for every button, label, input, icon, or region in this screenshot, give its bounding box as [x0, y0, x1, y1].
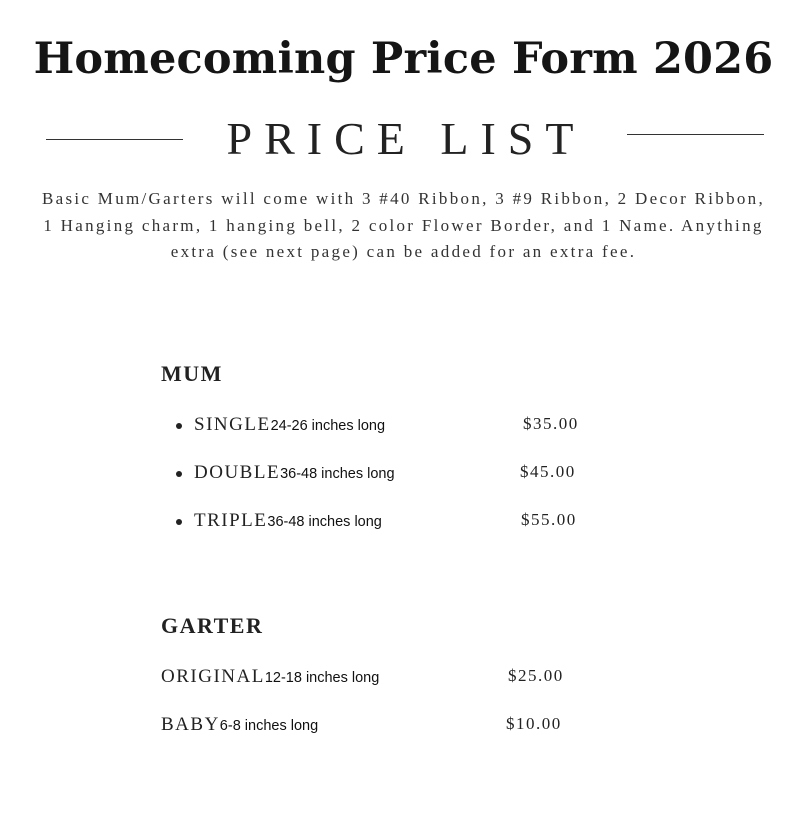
item-label	[194, 510, 382, 532]
garter-section-title: GARTER	[161, 613, 264, 638]
item-price: $55.00	[521, 510, 577, 529]
right-divider	[627, 134, 764, 135]
subtitle-row	[0, 112, 807, 164]
item-price: $25.00	[508, 666, 564, 685]
item-name: DOUBLE	[194, 462, 281, 483]
item-label	[161, 666, 379, 688]
price-list-heading: PRICE LIST	[226, 113, 586, 164]
mum-item-triple	[0, 510, 807, 534]
garter-item-baby	[0, 714, 807, 738]
page-title: Homecoming Price Form 2026	[33, 34, 774, 84]
item-description: 24-26 inches long	[270, 418, 386, 434]
item-name: TRIPLE	[194, 510, 268, 531]
item-price: $45.00	[520, 462, 576, 481]
garter-item-original	[0, 666, 807, 690]
item-price: $35.00	[523, 414, 579, 433]
mum-item-double	[0, 462, 807, 486]
bullet-icon	[176, 423, 182, 429]
mum-item-single	[0, 414, 807, 438]
bullet-icon	[176, 519, 182, 525]
item-name: BABY	[161, 714, 220, 735]
item-description: 36-48 inches long	[280, 466, 395, 482]
bullet-icon	[176, 471, 182, 477]
left-divider	[46, 139, 183, 140]
intro-paragraph: Basic Mum/Garters will come with 3 #40 Ribbon, 3 #9 Ribbon, 2 Decor Ribbon, 1 Hanging charm, 1 hanging bell, 2 color Flower Border, and 1 Name. Anything extra (see next page) can be added for an extra fee.	[41, 189, 766, 261]
item-description: 36-48 inches long	[267, 514, 382, 530]
mum-section-title: MUM	[161, 361, 223, 386]
item-price: $10.00	[506, 714, 562, 733]
item-description: 6-8 inches long	[219, 718, 319, 734]
item-label	[194, 462, 395, 484]
item-name: ORIGINAL	[161, 666, 265, 687]
item-label	[161, 714, 318, 736]
item-label	[194, 414, 385, 436]
item-description: 12-18 inches long	[264, 670, 380, 686]
item-name: SINGLE	[194, 414, 271, 435]
